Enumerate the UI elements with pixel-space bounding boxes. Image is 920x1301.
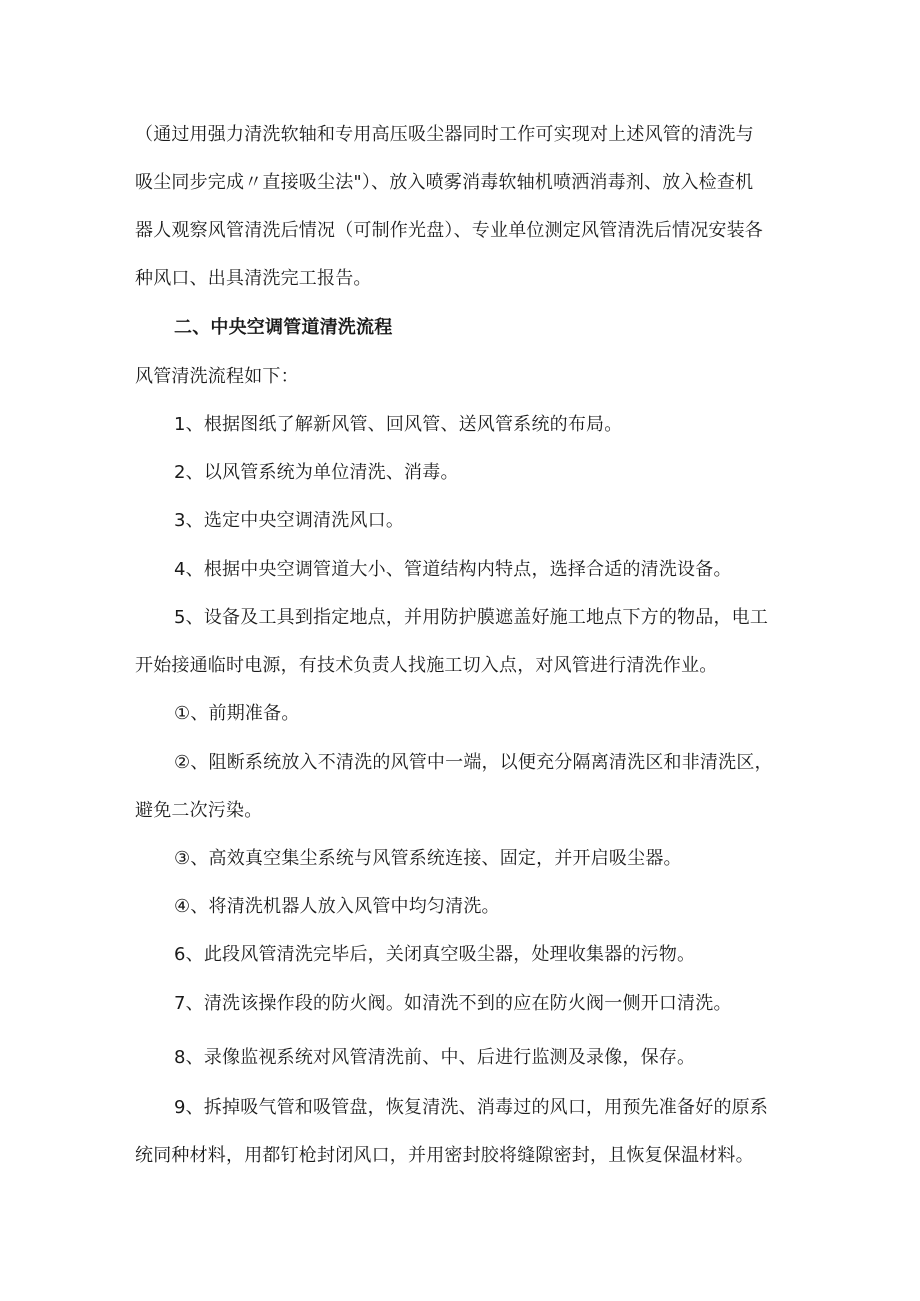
substep-2-line-1: ②、阻断系统放入不清洗的风管中一端，以便充分隔离清洗区和非清洗区， [174,752,773,773]
step-9-line-1: 9、拆掉吸气管和吸管盘，恢复清洗、消毒过的风口，用预先准备好的原系 [174,1097,769,1118]
step-7: 7、清洗该操作段的防火阀。如清洗不到的应在防火阀一侧开口清洗。 [174,993,732,1014]
substep-1: ①、前期准备。 [174,703,300,724]
substep-2-line-2: 避免二次污染。 [135,800,263,821]
step-4: 4、根据中央空调管道大小、管道结构内特点，选择合适的清洗设备。 [174,559,732,580]
section-heading: 二、中央空调管道清洗流程 [174,317,393,338]
step-9-line-2: 统同种材料，用都钉枪封闭风口，并用密封胶将缝隙密封，且恢复保温材料。 [135,1145,754,1166]
intro-line-4: 种风口、出具清洗完工报告。 [135,268,372,289]
step-6: 6、此段风管清洗完毕后，关闭真空吸尘器，处理收集器的污物。 [174,944,696,965]
intro-line-3: 器人观察风管清洗后情况（可制作光盘）、专业单位测定风管清洗后情况安装各 [135,220,763,241]
flow-intro: 风管清洗流程如下： [135,366,299,387]
step-2: 2、以风管系统为单位清洗、消毒。 [174,462,459,483]
step-5-line-2: 开始接通临时电源，有技术负责人找施工切入点，对风管进行清洗作业。 [135,655,718,676]
step-1: 1、根据图纸了解新风管、回风管、送风管系统的布局。 [174,414,623,435]
step-5-line-1: 5、设备及工具到指定地点，并用防护膜遮盖好施工地点下方的物品，电工 [174,607,769,628]
step-3: 3、选定中央空调清洗风口。 [174,510,405,531]
intro-line-2: 吸尘同步完成〃直接吸尘法"）、放入喷雾消毒软轴机喷洒消毒剂、放入检查机 [135,172,754,193]
substep-4: ④、将清洗机器人放入风管中均匀清洗。 [174,896,500,917]
intro-line-1: （通过用强力清洗软轴和专用高压吸尘器同时工作可实现对上述风管的清洗与 [135,124,754,145]
substep-3: ③、高效真空集尘系统与风管系统连接、固定，并开启吸尘器。 [174,848,682,869]
step-8: 8、录像监视系统对风管清洗前、中、后进行监测及录像，保存。 [174,1047,696,1068]
